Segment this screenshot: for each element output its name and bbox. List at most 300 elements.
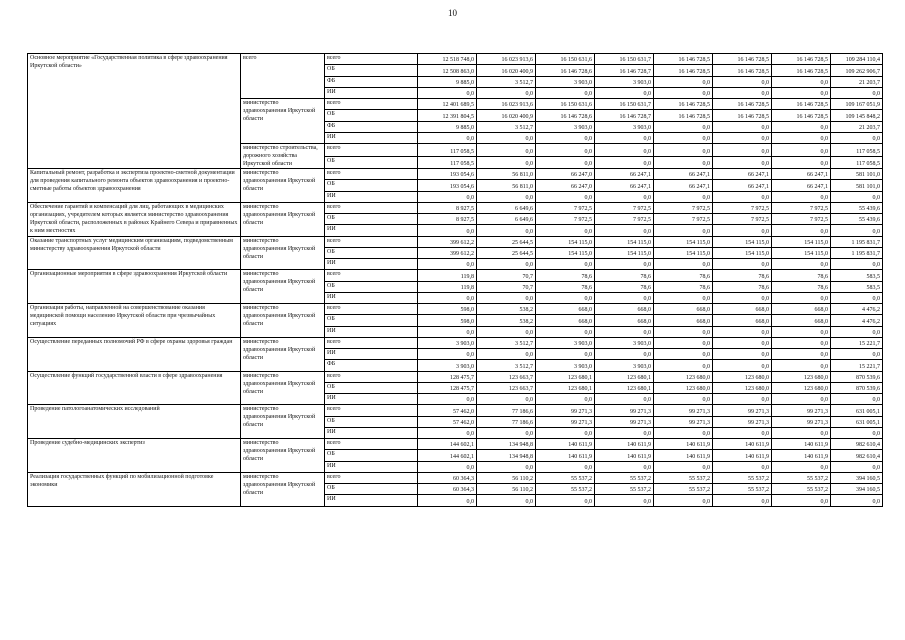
year-value: 99 271,3 bbox=[654, 405, 713, 416]
year-value: 3 903,0 bbox=[536, 121, 595, 132]
year-value: 0,0 bbox=[713, 349, 772, 360]
funding-source: ИИ bbox=[325, 259, 418, 270]
table-row bbox=[28, 439, 883, 450]
year-value: 0,0 bbox=[536, 292, 595, 303]
year-value: 16 146 728,5 bbox=[772, 54, 831, 65]
responsible-executor: министерство здравоохранения Иркутской области bbox=[241, 99, 325, 144]
year-value: 55 537,2 bbox=[772, 484, 831, 495]
year-value: 78,6 bbox=[595, 270, 654, 281]
responsible-executor: министерство здравоохранения Иркутской области bbox=[241, 439, 325, 473]
year-value: 0,0 bbox=[595, 225, 654, 236]
funding-table bbox=[27, 53, 883, 507]
year-value: 16 146 728,5 bbox=[772, 65, 831, 76]
year-value: 66 247,0 bbox=[536, 169, 595, 180]
table-row bbox=[28, 405, 883, 416]
year-value: 0,0 bbox=[595, 156, 654, 169]
year-value: 0,0 bbox=[654, 87, 713, 98]
total-value: 583,5 bbox=[831, 281, 883, 292]
funding-source: ФБ bbox=[325, 121, 418, 132]
year-value: 7 972,5 bbox=[713, 214, 772, 225]
table-row bbox=[28, 169, 883, 180]
year-value: 0,0 bbox=[536, 427, 595, 438]
year-value: 193 054,6 bbox=[418, 180, 477, 191]
year-value: 0,0 bbox=[418, 349, 477, 360]
year-value: 78,6 bbox=[713, 270, 772, 281]
total-value: 15 221,7 bbox=[831, 360, 883, 371]
year-value: 0,0 bbox=[772, 292, 831, 303]
year-value: 154 115,0 bbox=[536, 247, 595, 258]
year-value: 0,0 bbox=[713, 121, 772, 132]
year-value: 3 903,0 bbox=[418, 337, 477, 348]
year-value: 0,0 bbox=[772, 427, 831, 438]
funding-source: ИИ bbox=[325, 427, 418, 438]
year-value: 78,6 bbox=[654, 270, 713, 281]
funding-source: ИИ bbox=[325, 132, 418, 143]
year-value: 0,0 bbox=[418, 461, 477, 472]
year-value: 0,0 bbox=[595, 495, 654, 506]
year-value: 0,0 bbox=[418, 225, 477, 236]
year-value: 0,0 bbox=[654, 394, 713, 405]
year-value: 57 462,0 bbox=[418, 416, 477, 427]
year-value: 140 611,9 bbox=[536, 439, 595, 450]
year-value: 123 663,7 bbox=[477, 382, 536, 393]
table-row bbox=[28, 202, 883, 213]
year-value: 140 611,9 bbox=[772, 439, 831, 450]
year-value: 16 146 728,5 bbox=[654, 99, 713, 110]
funding-source: всего bbox=[325, 270, 418, 281]
year-value: 56 110,2 bbox=[477, 472, 536, 483]
total-value: 0,0 bbox=[831, 394, 883, 405]
activity-name: Обеспечение гарантий и компенсаций для лиц, работающих в медицинских организациях, учредителем которых является министерство здравоохранения Иркутской области, расположенных в районах Крайнего Севера и приравненных к ним местностях bbox=[28, 202, 241, 236]
year-value: 123 680,0 bbox=[713, 382, 772, 393]
year-value: 0,0 bbox=[772, 259, 831, 270]
year-value: 123 680,1 bbox=[536, 371, 595, 382]
total-value: 0,0 bbox=[831, 191, 883, 202]
total-value: 631 005,1 bbox=[831, 405, 883, 416]
responsible-executor: всего bbox=[241, 54, 325, 99]
year-value: 668,0 bbox=[536, 304, 595, 315]
year-value: 668,0 bbox=[654, 315, 713, 326]
year-value: 99 271,3 bbox=[536, 405, 595, 416]
total-value: 581 101,0 bbox=[831, 169, 883, 180]
year-value: 668,0 bbox=[595, 304, 654, 315]
funding-source: ИИ bbox=[325, 292, 418, 303]
total-value: 0,0 bbox=[831, 132, 883, 143]
year-value: 7 972,5 bbox=[713, 202, 772, 213]
table-row bbox=[28, 472, 883, 483]
year-value: 60 364,3 bbox=[418, 472, 477, 483]
funding-source: ОБ bbox=[325, 214, 418, 225]
year-value: 0,0 bbox=[713, 156, 772, 169]
year-value: 119,8 bbox=[418, 281, 477, 292]
year-value: 3 512,7 bbox=[477, 360, 536, 371]
year-value: 668,0 bbox=[654, 304, 713, 315]
year-value: 16 146 728,7 bbox=[595, 65, 654, 76]
funding-source: всего bbox=[325, 202, 418, 213]
year-value: 70,7 bbox=[477, 281, 536, 292]
year-value: 99 271,3 bbox=[772, 416, 831, 427]
year-value: 0,0 bbox=[713, 326, 772, 337]
funding-source: всего bbox=[325, 144, 418, 157]
year-value: 598,0 bbox=[418, 315, 477, 326]
year-value: 0,0 bbox=[772, 394, 831, 405]
year-value: 66 247,1 bbox=[772, 169, 831, 180]
year-value: 16 146 728,5 bbox=[713, 110, 772, 121]
year-value: 0,0 bbox=[477, 349, 536, 360]
activity-name: Проведение судебно-медицинских экспертиз bbox=[28, 439, 241, 473]
year-value: 99 271,3 bbox=[713, 416, 772, 427]
year-value: 0,0 bbox=[477, 461, 536, 472]
year-value: 3 903,0 bbox=[595, 76, 654, 87]
year-value: 3 512,7 bbox=[477, 121, 536, 132]
year-value: 538,2 bbox=[477, 304, 536, 315]
total-value: 109 284 110,4 bbox=[831, 54, 883, 65]
year-value: 0,0 bbox=[654, 495, 713, 506]
total-value: 15 221,7 bbox=[831, 337, 883, 348]
year-value: 668,0 bbox=[595, 315, 654, 326]
total-value: 870 539,6 bbox=[831, 371, 883, 382]
responsible-executor: министерство здравоохранения Иркутской области bbox=[241, 236, 325, 270]
responsible-executor: министерство здравоохранения Иркутской области bbox=[241, 371, 325, 405]
year-value: 8 927,5 bbox=[418, 202, 477, 213]
year-value: 0,0 bbox=[654, 349, 713, 360]
funding-source: ФБ bbox=[325, 360, 418, 371]
total-value: 55 439,6 bbox=[831, 214, 883, 225]
year-value: 60 364,3 bbox=[418, 484, 477, 495]
total-value: 1 195 831,7 bbox=[831, 247, 883, 258]
year-value: 0,0 bbox=[772, 156, 831, 169]
year-value: 12 518 748,0 bbox=[418, 54, 477, 65]
year-value: 0,0 bbox=[536, 144, 595, 157]
year-value: 0,0 bbox=[595, 132, 654, 143]
year-value: 0,0 bbox=[654, 76, 713, 87]
year-value: 0,0 bbox=[654, 121, 713, 132]
total-value: 0,0 bbox=[831, 349, 883, 360]
responsible-executor: министерство здравоохранения Иркутской области bbox=[241, 202, 325, 236]
year-value: 0,0 bbox=[536, 349, 595, 360]
total-value: 0,0 bbox=[831, 427, 883, 438]
year-value: 123 680,1 bbox=[536, 382, 595, 393]
year-value: 99 271,3 bbox=[654, 416, 713, 427]
year-value: 0,0 bbox=[713, 225, 772, 236]
total-value: 581 101,0 bbox=[831, 180, 883, 191]
year-value: 12 508 863,0 bbox=[418, 65, 477, 76]
year-value: 123 680,1 bbox=[595, 382, 654, 393]
year-value: 140 611,9 bbox=[713, 439, 772, 450]
year-value: 55 537,2 bbox=[536, 472, 595, 483]
year-value: 0,0 bbox=[418, 495, 477, 506]
total-value: 0,0 bbox=[831, 326, 883, 337]
year-value: 0,0 bbox=[713, 144, 772, 157]
funding-source: ОБ bbox=[325, 110, 418, 121]
year-value: 99 271,3 bbox=[595, 416, 654, 427]
total-value: 982 610,4 bbox=[831, 450, 883, 461]
year-value: 0,0 bbox=[772, 337, 831, 348]
year-value: 0,0 bbox=[713, 87, 772, 98]
year-value: 154 115,0 bbox=[772, 236, 831, 247]
year-value: 99 271,3 bbox=[772, 405, 831, 416]
year-value: 0,0 bbox=[595, 394, 654, 405]
activity-name: Осуществление переданных полномочий РФ в сфере охраны здоровья граждан bbox=[28, 337, 241, 371]
year-value: 0,0 bbox=[772, 76, 831, 87]
year-value: 66 247,0 bbox=[536, 180, 595, 191]
year-value: 78,6 bbox=[654, 281, 713, 292]
year-value: 99 271,3 bbox=[713, 405, 772, 416]
year-value: 0,0 bbox=[536, 132, 595, 143]
year-value: 144 602,1 bbox=[418, 439, 477, 450]
year-value: 538,2 bbox=[477, 315, 536, 326]
year-value: 668,0 bbox=[536, 315, 595, 326]
year-value: 78,6 bbox=[713, 281, 772, 292]
table-row bbox=[28, 54, 883, 65]
year-value: 0,0 bbox=[654, 461, 713, 472]
year-value: 0,0 bbox=[654, 132, 713, 143]
year-value: 66 247,1 bbox=[595, 180, 654, 191]
year-value: 55 537,2 bbox=[536, 484, 595, 495]
year-value: 78,6 bbox=[772, 270, 831, 281]
funding-source: ИИ bbox=[325, 461, 418, 472]
funding-source: всего bbox=[325, 54, 418, 65]
year-value: 16 150 631,7 bbox=[595, 99, 654, 110]
year-value: 140 611,9 bbox=[654, 450, 713, 461]
year-value: 0,0 bbox=[418, 326, 477, 337]
responsible-executor: министерство здравоохранения Иркутской области bbox=[241, 270, 325, 304]
year-value: 0,0 bbox=[418, 427, 477, 438]
year-value: 0,0 bbox=[477, 326, 536, 337]
year-value: 0,0 bbox=[477, 225, 536, 236]
year-value: 16 020 400,9 bbox=[477, 65, 536, 76]
year-value: 0,0 bbox=[595, 427, 654, 438]
year-value: 77 186,6 bbox=[477, 405, 536, 416]
year-value: 598,0 bbox=[418, 304, 477, 315]
year-value: 0,0 bbox=[595, 461, 654, 472]
year-value: 0,0 bbox=[536, 87, 595, 98]
year-value: 16 023 913,6 bbox=[477, 99, 536, 110]
funding-source: ИИ bbox=[325, 191, 418, 202]
year-value: 154 115,0 bbox=[654, 236, 713, 247]
funding-source: всего bbox=[325, 99, 418, 110]
year-value: 0,0 bbox=[536, 461, 595, 472]
year-value: 3 903,0 bbox=[595, 360, 654, 371]
year-value: 0,0 bbox=[772, 360, 831, 371]
total-value: 0,0 bbox=[831, 461, 883, 472]
year-value: 668,0 bbox=[713, 304, 772, 315]
year-value: 55 537,2 bbox=[772, 472, 831, 483]
year-value: 16 150 631,6 bbox=[536, 99, 595, 110]
year-value: 0,0 bbox=[772, 495, 831, 506]
year-value: 16 146 728,6 bbox=[536, 110, 595, 121]
year-value: 16 020 400,9 bbox=[477, 110, 536, 121]
year-value: 0,0 bbox=[654, 360, 713, 371]
year-value: 123 680,0 bbox=[772, 371, 831, 382]
activity-name: Осуществление функций государственной власти в сфере здравоохранения bbox=[28, 371, 241, 405]
year-value: 668,0 bbox=[772, 304, 831, 315]
year-value: 16 150 631,7 bbox=[595, 54, 654, 65]
total-value: 583,5 bbox=[831, 270, 883, 281]
year-value: 16 146 728,6 bbox=[536, 65, 595, 76]
year-value: 7 972,5 bbox=[536, 214, 595, 225]
year-value: 154 115,0 bbox=[713, 236, 772, 247]
year-value: 0,0 bbox=[477, 144, 536, 157]
year-value: 0,0 bbox=[713, 461, 772, 472]
year-value: 0,0 bbox=[654, 427, 713, 438]
year-value: 7 972,5 bbox=[654, 202, 713, 213]
year-value: 140 611,9 bbox=[595, 450, 654, 461]
year-value: 0,0 bbox=[477, 394, 536, 405]
funding-source: ФБ bbox=[325, 76, 418, 87]
year-value: 12 391 804,5 bbox=[418, 110, 477, 121]
year-value: 9 885,0 bbox=[418, 121, 477, 132]
funding-source: ОБ bbox=[325, 180, 418, 191]
total-value: 1 195 831,7 bbox=[831, 236, 883, 247]
year-value: 78,6 bbox=[536, 281, 595, 292]
year-value: 140 611,9 bbox=[713, 450, 772, 461]
year-value: 0,0 bbox=[536, 326, 595, 337]
year-value: 0,0 bbox=[654, 191, 713, 202]
funding-source: ОБ bbox=[325, 450, 418, 461]
funding-source: ОБ bbox=[325, 315, 418, 326]
year-value: 7 972,5 bbox=[595, 214, 654, 225]
year-value: 0,0 bbox=[713, 191, 772, 202]
year-value: 16 146 728,5 bbox=[713, 99, 772, 110]
activity-name: Основное мероприятие «Государственная политика в сфере здравоохранения Иркутской области» bbox=[28, 54, 241, 169]
year-value: 0,0 bbox=[477, 191, 536, 202]
year-value: 0,0 bbox=[713, 337, 772, 348]
year-value: 0,0 bbox=[772, 121, 831, 132]
year-value: 16 146 728,5 bbox=[772, 110, 831, 121]
funding-source: всего bbox=[325, 236, 418, 247]
funding-source: всего bbox=[325, 169, 418, 180]
year-value: 668,0 bbox=[772, 315, 831, 326]
year-value: 66 247,1 bbox=[772, 180, 831, 191]
year-value: 0,0 bbox=[418, 87, 477, 98]
funding-source: всего bbox=[325, 371, 418, 382]
year-value: 66 247,1 bbox=[654, 169, 713, 180]
year-value: 16 146 728,5 bbox=[713, 54, 772, 65]
total-value: 0,0 bbox=[831, 87, 883, 98]
year-value: 123 680,1 bbox=[595, 371, 654, 382]
activity-name: Организационные мероприятия в сфере здравоохранения Иркутской области bbox=[28, 270, 241, 304]
year-value: 16 150 631,6 bbox=[536, 54, 595, 65]
year-value: 0,0 bbox=[654, 259, 713, 270]
year-value: 0,0 bbox=[772, 326, 831, 337]
total-value: 21 203,7 bbox=[831, 121, 883, 132]
year-value: 399 612,2 bbox=[418, 236, 477, 247]
year-value: 0,0 bbox=[536, 394, 595, 405]
year-value: 0,0 bbox=[477, 259, 536, 270]
year-value: 7 972,5 bbox=[654, 214, 713, 225]
year-value: 0,0 bbox=[595, 259, 654, 270]
year-value: 99 271,3 bbox=[536, 416, 595, 427]
funding-source: ОБ bbox=[325, 484, 418, 495]
total-value: 870 539,6 bbox=[831, 382, 883, 393]
year-value: 0,0 bbox=[772, 461, 831, 472]
page-number: 10 bbox=[448, 8, 457, 18]
year-value: 0,0 bbox=[772, 191, 831, 202]
total-value: 4 476,2 bbox=[831, 315, 883, 326]
year-value: 56 811,0 bbox=[477, 180, 536, 191]
year-value: 0,0 bbox=[654, 337, 713, 348]
year-value: 6 649,6 bbox=[477, 202, 536, 213]
activity-name: Реализация государственных функций по мобилизационной подготовке экономики bbox=[28, 472, 241, 506]
year-value: 55 537,2 bbox=[595, 472, 654, 483]
year-value: 0,0 bbox=[713, 360, 772, 371]
total-value: 0,0 bbox=[831, 259, 883, 270]
funding-source: ИИ bbox=[325, 394, 418, 405]
year-value: 0,0 bbox=[654, 292, 713, 303]
year-value: 55 537,2 bbox=[713, 472, 772, 483]
year-value: 0,0 bbox=[713, 259, 772, 270]
year-value: 134 948,8 bbox=[477, 450, 536, 461]
year-value: 0,0 bbox=[595, 349, 654, 360]
year-value: 0,0 bbox=[713, 495, 772, 506]
year-value: 3 903,0 bbox=[536, 76, 595, 87]
table-row bbox=[28, 236, 883, 247]
year-value: 123 680,0 bbox=[654, 382, 713, 393]
year-value: 0,0 bbox=[772, 349, 831, 360]
funding-source: ОБ bbox=[325, 281, 418, 292]
year-value: 0,0 bbox=[477, 87, 536, 98]
year-value: 123 680,0 bbox=[654, 371, 713, 382]
year-value: 154 115,0 bbox=[772, 247, 831, 258]
funding-source: ОБ bbox=[325, 382, 418, 393]
responsible-executor: министерство строительства, дорожного хозяйства Иркутской области bbox=[241, 144, 325, 169]
year-value: 123 680,0 bbox=[772, 382, 831, 393]
year-value: 0,0 bbox=[772, 132, 831, 143]
year-value: 3 903,0 bbox=[536, 337, 595, 348]
year-value: 140 611,9 bbox=[536, 450, 595, 461]
year-value: 154 115,0 bbox=[654, 247, 713, 258]
year-value: 128 475,7 bbox=[418, 371, 477, 382]
year-value: 0,0 bbox=[477, 495, 536, 506]
year-value: 7 972,5 bbox=[772, 214, 831, 225]
year-value: 0,0 bbox=[477, 132, 536, 143]
year-value: 9 885,0 bbox=[418, 76, 477, 87]
year-value: 16 146 728,5 bbox=[654, 54, 713, 65]
year-value: 144 602,1 bbox=[418, 450, 477, 461]
year-value: 0,0 bbox=[713, 76, 772, 87]
table-row bbox=[28, 337, 883, 348]
year-value: 99 271,3 bbox=[595, 405, 654, 416]
total-value: 0,0 bbox=[831, 292, 883, 303]
year-value: 3 903,0 bbox=[418, 360, 477, 371]
total-value: 4 476,2 bbox=[831, 304, 883, 315]
year-value: 16 023 913,6 bbox=[477, 54, 536, 65]
year-value: 193 054,6 bbox=[418, 169, 477, 180]
activity-name: Оказание транспортных услуг медицинским организациям, подведомственным министерству здравоохранения Иркутской области bbox=[28, 236, 241, 270]
year-value: 66 247,1 bbox=[654, 180, 713, 191]
year-value: 0,0 bbox=[772, 225, 831, 236]
year-value: 0,0 bbox=[713, 427, 772, 438]
year-value: 399 612,2 bbox=[418, 247, 477, 258]
year-value: 55 537,2 bbox=[654, 484, 713, 495]
year-value: 56 811,0 bbox=[477, 169, 536, 180]
year-value: 25 644,5 bbox=[477, 236, 536, 247]
year-value: 66 247,1 bbox=[595, 169, 654, 180]
year-value: 3 903,0 bbox=[595, 337, 654, 348]
year-value: 0,0 bbox=[654, 225, 713, 236]
total-value: 631 005,1 bbox=[831, 416, 883, 427]
year-value: 0,0 bbox=[418, 394, 477, 405]
year-value: 119,8 bbox=[418, 270, 477, 281]
year-value: 16 146 728,7 bbox=[595, 110, 654, 121]
year-value: 3 512,7 bbox=[477, 76, 536, 87]
year-value: 16 146 728,5 bbox=[654, 65, 713, 76]
total-value: 109 167 051,9 bbox=[831, 99, 883, 110]
year-value: 0,0 bbox=[536, 156, 595, 169]
funding-source: всего bbox=[325, 304, 418, 315]
year-value: 0,0 bbox=[536, 259, 595, 270]
